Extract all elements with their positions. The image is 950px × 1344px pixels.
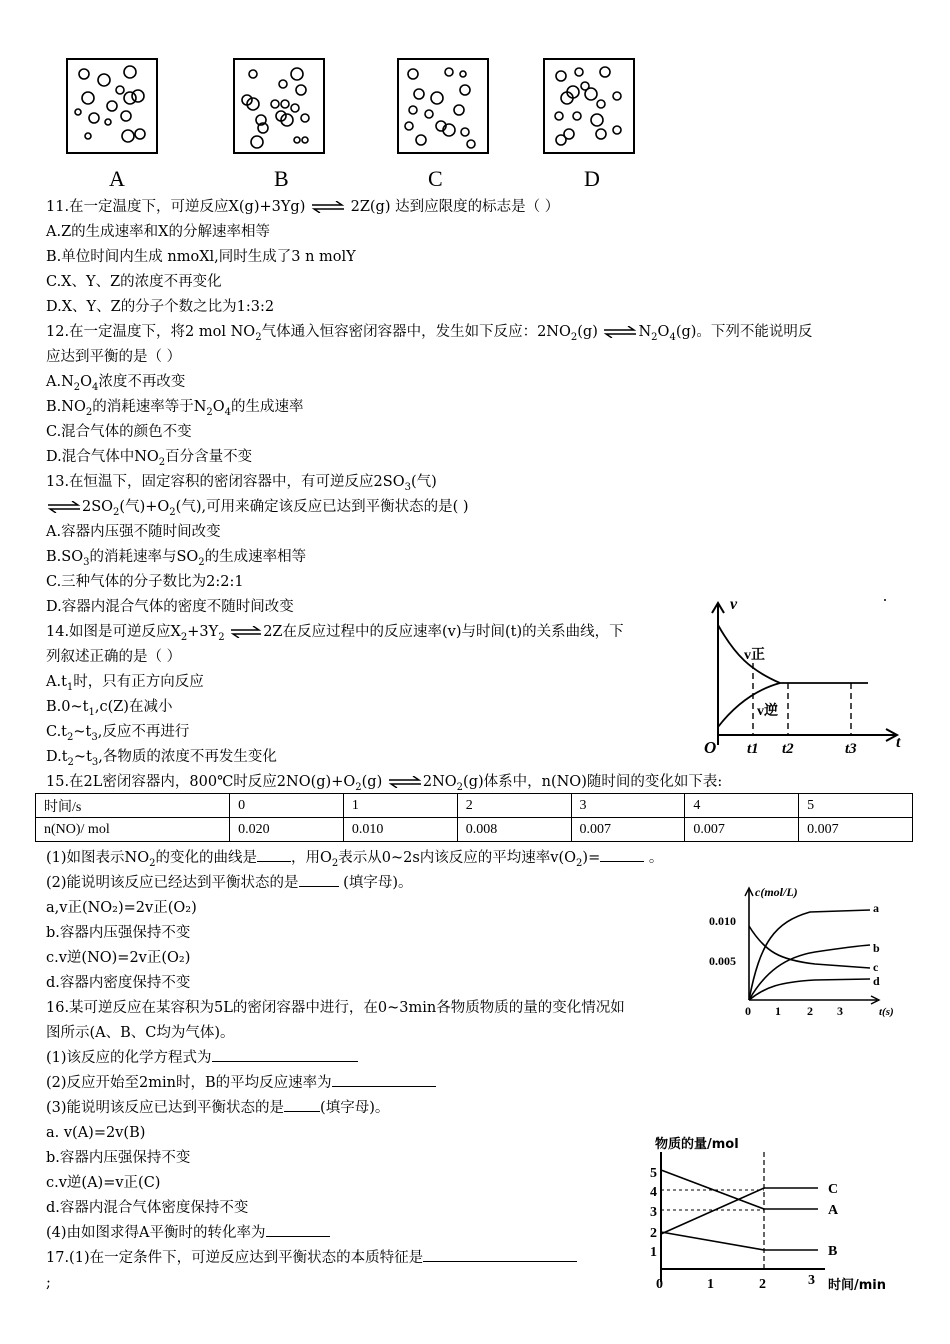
q11-stem-end: 2Z(g) 达到应限度的标志是（ ） [350, 199, 560, 215]
q15-x-tick: 3 [837, 1004, 843, 1018]
q13-text-5: (气),可用来确定该反应已达到平衡状态的是( ) [175, 499, 469, 515]
table-cell: 0.020 [230, 818, 344, 842]
q11-stem-text: 11.在一定温度下，可逆反应X(g)+3Yg) [46, 199, 306, 215]
equilibrium-arrow-icon [602, 326, 638, 338]
q15-concentration-graph [705, 882, 905, 1020]
q13-option-b: $B.SO_3$的消耗速率与$SO_2$的生成速率相等 [46, 549, 307, 568]
q12-text-6: (g)。下列不能说明反 [675, 324, 813, 340]
q12-b-2: 的消耗速率等于N [92, 399, 207, 415]
q16-part-2 [46, 1073, 436, 1093]
q16-x-tick: 3 [808, 1273, 815, 1288]
equilibrium-arrow-icon [229, 626, 263, 638]
molecule-box-c [397, 58, 489, 154]
q16-amount-graph [640, 1132, 900, 1300]
q16-line-b [661, 1232, 818, 1250]
q15-curve-label-b: b [873, 941, 880, 955]
molecule-drawing-a [68, 60, 156, 152]
q12-d-2: 百分含量不变 [165, 449, 253, 465]
q17-part-1 [46, 1248, 577, 1268]
q14-d-3: ,各物质的浓度不再发生变化 [98, 749, 277, 765]
q15-curve-d [749, 979, 870, 1000]
q15-y-tick: 0.010 [709, 914, 736, 928]
q13-b-1: B.SO [46, 549, 84, 565]
answer-blank[interactable] [600, 861, 644, 862]
q17-end: ; [46, 1275, 51, 1291]
q14-d-1: D.t [46, 749, 68, 765]
q16-y-tick: 2 [650, 1226, 657, 1241]
molecule-drawing-c [399, 60, 487, 152]
table-cell: 时间/s [36, 794, 230, 818]
answer-blank[interactable] [423, 1261, 577, 1262]
molecule-drawing-b [235, 60, 323, 152]
molecule-box-a [66, 58, 158, 154]
box-label-a: A [109, 166, 125, 191]
q12-b-3: O [212, 399, 225, 415]
q15-option-d: d.容器内密度保持不变 [46, 975, 191, 991]
q15-x-label: t(s) [879, 1006, 894, 1018]
molecule-box-b [233, 58, 325, 154]
q15-curve-b [749, 945, 870, 1000]
q14-origin-label: O [704, 738, 717, 757]
q11-option-d: D.X、Y、Z的分子个数之比为1:3:2 [46, 299, 275, 315]
q14-option-d: $D.t_2\sim t_3$,各物质的浓度不再发生变化 [46, 749, 277, 768]
q16-y-label: 物质的量/mol [655, 1137, 739, 1152]
q14-option-c: $C.t_2\sim t_3$,反应不再进行 [46, 724, 190, 743]
q15-text-4: (g)体系中，n(NO)随时间的变化如下表: [463, 774, 723, 790]
q14-vforward-label: v正 [744, 648, 765, 663]
q16-option-c: c.v逆(A)=v正(C) [46, 1175, 161, 1191]
q16-y-tick: 5 [650, 1166, 657, 1181]
q12-a-2: O [80, 374, 93, 390]
table-cell: 4 [685, 794, 799, 818]
answer-blank[interactable] [257, 861, 291, 862]
equilibrium-arrow-icon [310, 201, 346, 213]
q12-d-1: D.混合气体中NO [46, 449, 159, 465]
q12-text-5: O [657, 324, 670, 340]
q12-stem-2: 应达到平衡的是（ ） [46, 349, 182, 365]
q14-t2-label: t2 [782, 741, 794, 757]
q16-p3-2: (填字母)。 [320, 1100, 390, 1116]
q13-stem-2: $2SO_2$(气)$+O_2$(气),可用来确定该反应已达到平衡状态的是( ) [46, 497, 469, 523]
equilibrium-arrow-icon [387, 776, 423, 788]
q13-stem: 13.在恒温下，固定容积的密闭容器中，有可逆反应$2SO_3$(气) [46, 474, 437, 493]
q14-c-1: C.t [46, 724, 68, 740]
answer-blank[interactable] [212, 1061, 358, 1062]
table-cell: 5 [799, 794, 913, 818]
q15-text-3: 2NO [422, 774, 457, 790]
q15-text-1: 15.在2L密闭容器内，800℃时反应2NO(g)+O [46, 774, 356, 790]
answer-blank[interactable] [284, 1111, 320, 1112]
q16-option-a: a. v(A)=2v(B) [46, 1125, 146, 1141]
q16-option-d: d.容器内混合气体密度保持不变 [46, 1200, 249, 1216]
q15-p1-4: 表示从0~2s内该反应的平均速率v(O [338, 850, 577, 866]
table-cell: 0 [230, 794, 344, 818]
q12-a-1: A.N [46, 374, 74, 390]
q14-t3-label: t3 [845, 741, 857, 757]
q16-x-tick: 0 [656, 1277, 663, 1292]
q15-p1-2: 的变化的曲线是 [155, 850, 257, 866]
table-cell: 0.007 [685, 818, 799, 842]
q16-y-tick: 3 [650, 1205, 657, 1220]
q16-series-label-a: A [828, 1203, 839, 1218]
q12-text-3: (g) [577, 324, 598, 340]
table-cell: 3 [571, 794, 685, 818]
q14-b-2: ,c(Z)在减小 [94, 699, 173, 715]
q12-text-4: N [638, 324, 652, 340]
q16-x-tick: 2 [759, 1277, 766, 1292]
q13-option-a: A.容器内压强不随时间改变 [46, 524, 221, 540]
q14-text-1: 14.如图是可逆反应X [46, 624, 181, 640]
answer-blank[interactable] [266, 1236, 330, 1237]
q11-option-b: B.单位时间内生成 nmoXl,同时生成了3 n molY [46, 249, 356, 265]
q15-data-table [35, 793, 913, 842]
table-cell: n(NO)/ mol [36, 818, 230, 842]
table-row [36, 818, 913, 842]
q16-stem: 16.某可逆反应在某容积为5L的密闭容器中进行，在0~3min各物质物质的量的变化情况如 [46, 1000, 625, 1016]
q14-c-3: ,反应不再进行 [97, 724, 190, 740]
q12-text-2: 气体通入恒容密闭容器中，发生如下反应：2NO [261, 324, 571, 340]
table-cell: 0.008 [457, 818, 571, 842]
q13-b-2: 的消耗速率与SO [89, 549, 199, 565]
table-cell: 0.010 [343, 818, 457, 842]
q11-stem [46, 197, 559, 217]
q16-y-tick: 4 [650, 1185, 657, 1200]
box-label-b: B [274, 166, 289, 191]
q16-x-tick: 1 [707, 1277, 714, 1292]
q16-x-label: 时间/min [828, 1278, 887, 1293]
molecule-drawing-d [545, 60, 633, 152]
q13-option-c: C.三种气体的分子数比为2:2:1 [46, 574, 244, 590]
q16-option-b: b.容器内压强保持不变 [46, 1150, 191, 1166]
q14-a-1: A.t [46, 674, 67, 690]
table-header-row [36, 794, 913, 818]
q13-option-d: D.容器内混合气体的密度不随时间改变 [46, 599, 294, 615]
q15-x-tick: 2 [807, 1004, 813, 1018]
q12-stem: 12.在一定温度下，将2 mol $NO_2$气体通入恒容密闭容器中，发生如下反应：$2NO_2(g)$ $N_2O_4(g)$。下列不能说明反 [46, 324, 813, 343]
q14-vreverse-label: v逆 [757, 704, 778, 719]
q14-text-3: 2Z在反应过程中的反应速率(v)与时间(t)的关系曲线，下 [263, 624, 624, 640]
q14-rate-graph [700, 595, 910, 765]
q16-series-label-c: C [828, 1182, 839, 1197]
q14-t-label: t [896, 734, 901, 751]
molecule-box-d [543, 58, 635, 154]
table-cell: 1 [343, 794, 457, 818]
q15-curve-label-d: d [873, 974, 880, 988]
q14-stem-2: 列叙述正确的是（ ） [46, 649, 182, 665]
q15-p1-3: ，用O [291, 850, 332, 866]
q12-b-1: B.NO [46, 399, 86, 415]
q12-text-1: 12.在一定温度下，将2 mol NO [46, 324, 256, 340]
q15-x-tick: 1 [775, 1004, 781, 1018]
q15-y-tick: 0.005 [709, 954, 736, 968]
q15-text-2: (g) [361, 774, 383, 790]
q16-part-4 [46, 1223, 330, 1243]
q12-b-4: 的生成速率 [231, 399, 304, 415]
table-cell: 0.007 [799, 818, 913, 842]
q14-dot [884, 599, 886, 601]
q16-line-c [661, 1188, 818, 1234]
q17-p1: 17.(1)在一定条件下，可逆反应达到平衡状态的本质特征是 [46, 1250, 424, 1266]
q16-series-label-b: B [828, 1244, 838, 1259]
q12-option-c: C.混合气体的颜色不变 [46, 424, 192, 440]
q15-part-1: (1)如图表示$NO_2$的变化的曲线是 ，用$O_2$表示从0~2s内该反应的平均速率$v(O_2)=$ 。 [46, 850, 664, 869]
q16-p4: (4)由如图求得A平衡时的转化率为 [46, 1225, 266, 1241]
q16-y-tick: 1 [650, 1245, 657, 1260]
q15-part-2 [46, 873, 412, 893]
q11-option-a: A.Z的生成速率和X的分解速率相等 [46, 224, 270, 240]
q16-part-1 [46, 1048, 358, 1068]
q14-text-2: +3Y [187, 624, 219, 640]
q13-text-2: (气) [410, 474, 437, 490]
q14-b-1: B.0~t [46, 699, 89, 715]
q12-option-a: $A.N_2O_4$浓度不再改变 [46, 374, 186, 393]
q15-curve-label-a: a [873, 901, 879, 915]
q11-option-c: C.X、Y、Z的浓度不再变化 [46, 274, 222, 290]
q12-a-3: 浓度不再改变 [98, 374, 186, 390]
q14-option-b: $B.0\sim t_1,c(Z)$在减小 [46, 699, 173, 718]
q15-p2-1: (2)能说明该反应已经达到平衡状态的是 [46, 875, 299, 891]
q14-option-a: $A.t_1$时，只有正方向反应 [46, 674, 204, 693]
q15-option-c: c.v逆(NO)=2v正(O₂) [46, 950, 191, 966]
q15-option-b: b.容器内压强保持不变 [46, 925, 191, 941]
q16-p1: (1)该反应的化学方程式为 [46, 1050, 212, 1066]
box-label-d: D [584, 166, 600, 191]
answer-blank[interactable] [332, 1086, 436, 1087]
q15-option-a: a,v正(NO₂)=2v正(O₂) [46, 900, 197, 916]
q16-stem-2: 图所示(A、B、C均为气体)。 [46, 1025, 235, 1041]
q13-text-3: 2SO [82, 499, 114, 515]
box-label-c: C [428, 166, 443, 191]
answer-blank[interactable] [299, 886, 339, 887]
q15-curve-a [749, 910, 870, 1000]
q16-p2: (2)反应开始至2min时，B的平均反应速率为 [46, 1075, 332, 1091]
q14-c-2: ~t [73, 724, 92, 740]
q15-x-tick: 0 [745, 1004, 751, 1018]
q15-y-label: c(mol/L) [755, 885, 798, 899]
q14-a-2: 时，只有正方向反应 [73, 674, 204, 690]
q13-b-3: 的生成速率相等 [204, 549, 307, 565]
q12-option-d: D.混合气体中$NO_2$百分含量不变 [46, 449, 253, 468]
q16-p3-1: (3)能说明该反应已达到平衡状态的是 [46, 1100, 285, 1116]
q15-p1-1: (1)如图表示NO [46, 850, 150, 866]
q12-option-b: $B.NO_2$的消耗速率等于$N_2O_4$的生成速率 [46, 399, 304, 418]
q15-stem: 15.在2L密闭容器内，800℃时反应$2NO(g)+O_2(g)$ $2NO_2(g)$体系中，n(NO)随时间的变化如下表: [46, 774, 723, 793]
q13-text-4: (气)+O [119, 499, 170, 515]
q15-curve-label-c: c [873, 960, 879, 974]
q16-part-3 [46, 1098, 389, 1118]
q15-p2-2: (填字母)。 [343, 875, 413, 891]
table-cell: 2 [457, 794, 571, 818]
q13-text-1: 13.在恒温下，固定容积的密闭容器中，有可逆反应2SO [46, 474, 405, 490]
equilibrium-arrow-icon [46, 501, 82, 513]
table-cell: 0.007 [571, 818, 685, 842]
q14-stem: 14.如图是可逆反应$X_2+3Y_2$ 2Z在反应过程中的反应速率(v)与时间(t)的关系曲线，下 [46, 624, 624, 643]
q14-d-2: ~t [73, 749, 92, 765]
q15-p1-5: )= [582, 850, 601, 866]
q14-t1-label: t1 [747, 741, 759, 757]
q14-v-label: v [730, 596, 738, 613]
